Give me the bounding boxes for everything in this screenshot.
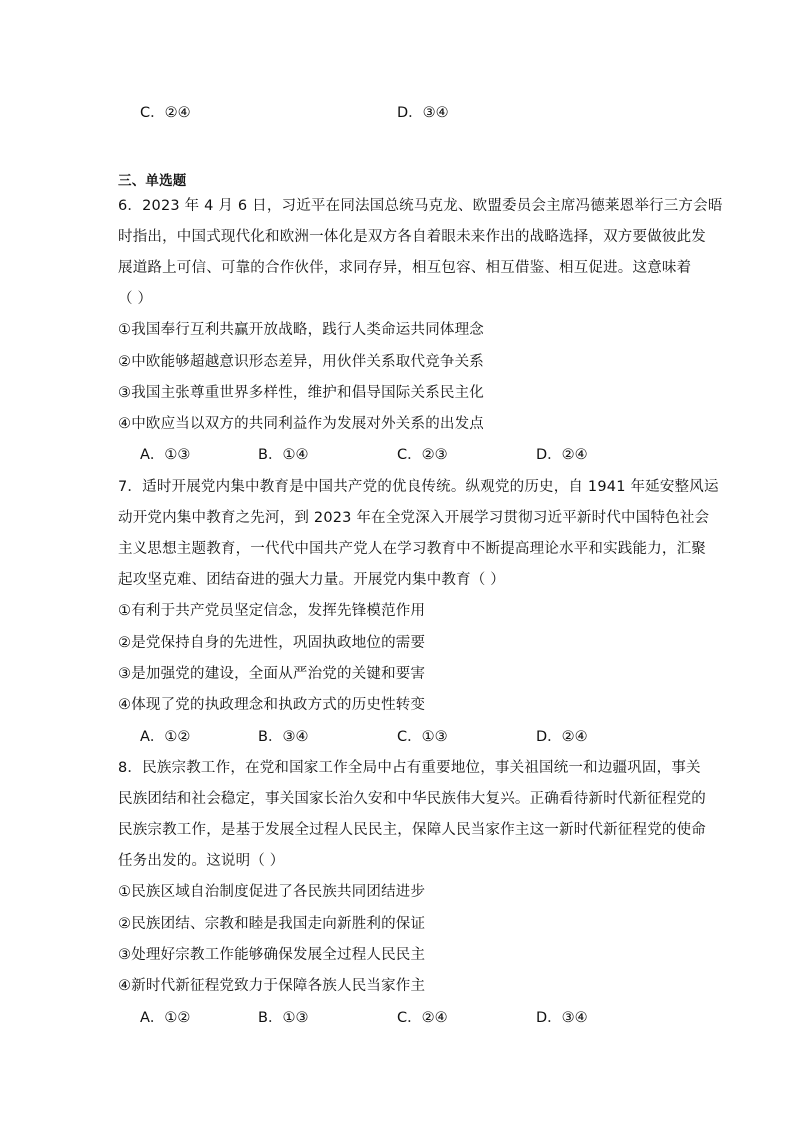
q7-option-a: A．①②	[140, 729, 191, 745]
prev-option-c: C．②④	[140, 105, 191, 121]
q7-stem-line-3: 主义思想主题教育，一代代中国共产党人在学习教育中不断提高理论水平和实践能力，汇聚	[118, 541, 706, 557]
q8-statement-3: ③处理好宗教工作能够确保发展全过程人民民主	[118, 947, 426, 963]
q7-option-c: C．①③	[397, 729, 448, 745]
q6-statement-1: ①我国奉行互利共赢开放战略，践行人类命运共同体理念	[118, 322, 484, 338]
q8-statement-1: ①民族区域自治制度促进了各民族共同团结进步	[118, 884, 426, 900]
q8-option-c: C．②④	[397, 1010, 448, 1026]
q7-statement-1: ①有利于共产党员坚定信念，发挥先锋模范作用	[118, 603, 426, 619]
q6-statement-3: ③我国主张尊重世界多样性，维护和倡导国际关系民主化	[118, 385, 484, 401]
section-title: 三、单选题	[118, 173, 187, 189]
q8-statement-4: ④新时代新征程党致力于保障各族人民当家作主	[118, 978, 426, 994]
q6-statement-4: ④中欧应当以双方的共同利益作为发展对外关系的出发点	[118, 416, 484, 432]
q7-statement-4: ④体现了党的执政理念和执政方式的历史性转变	[118, 697, 426, 713]
q7-statement-3: ③是加强党的建设，全面从严治党的关键和要害	[118, 666, 426, 682]
q6-stem-line-4: （ ）	[118, 291, 153, 307]
q6-stem-line-2: 时指出，中国式现代化和欧洲一体化是双方各自着眼未来作出的战略选择，双方要做彼此发	[118, 229, 706, 245]
q8-option-d: D．③④	[536, 1010, 588, 1026]
prev-option-d: D．③④	[397, 105, 449, 121]
q7-option-b: B．③④	[258, 729, 309, 745]
q8-stem-line-3: 民族宗教工作，是基于发展全过程人民民主，保障人民当家作主这一新时代新征程党的使命	[118, 822, 706, 838]
q6-option-b: B．①④	[258, 447, 309, 463]
q6-stem-line-3: 展道路上可信、可靠的合作伙伴，求同存异，相互包容、相互借鉴、相互促进。这意味着	[118, 260, 692, 276]
q8-stem-line-2: 民族团结和社会稳定，事关国家长治久安和中华民族伟大复兴。正确看待新时代新征程党的	[118, 791, 706, 807]
q7-stem-line-2: 动开党内集中教育之先河，到 2023 年在全党深入开展学习贯彻习近平新时代中国特色社会	[118, 510, 710, 526]
q7-option-d: D．②④	[536, 729, 588, 745]
q8-stem-line-4: 任务出发的。这说明（ ）	[118, 853, 285, 869]
q6-option-d: D．②④	[536, 447, 588, 463]
q6-option-a: A．①③	[140, 447, 191, 463]
q8-option-b: B．①③	[258, 1010, 309, 1026]
q7-stem-line-4: 起攻坚克难、团结奋进的强大力量。开展党内集中教育（ ）	[118, 572, 506, 588]
q6-option-c: C．②③	[397, 447, 448, 463]
q6-statement-2: ②中欧能够超越意识形态差异，用伙伴关系取代竞争关系	[118, 354, 484, 370]
q8-option-a: A．①②	[140, 1010, 191, 1026]
q8-stem-line-1: 8．民族宗教工作，在党和国家工作全局中占有重要地位，事关祖国统一和边疆巩固，事关	[118, 760, 701, 776]
q7-stem-line-1: 7．适时开展党内集中教育是中国共产党的优良传统。纵观党的历史，自 1941 年延安整风运	[118, 479, 719, 495]
q8-statement-2: ②民族团结、宗教和睦是我国走向新胜利的保证	[118, 916, 426, 932]
q7-statement-2: ②是党保持自身的先进性，巩固执政地位的需要	[118, 635, 426, 651]
q6-stem-line-1: 6．2023 年 4 月 6 日，习近平在同法国总统马克龙、欧盟委员会主席冯德莱恩举行三方会晤	[118, 198, 723, 214]
